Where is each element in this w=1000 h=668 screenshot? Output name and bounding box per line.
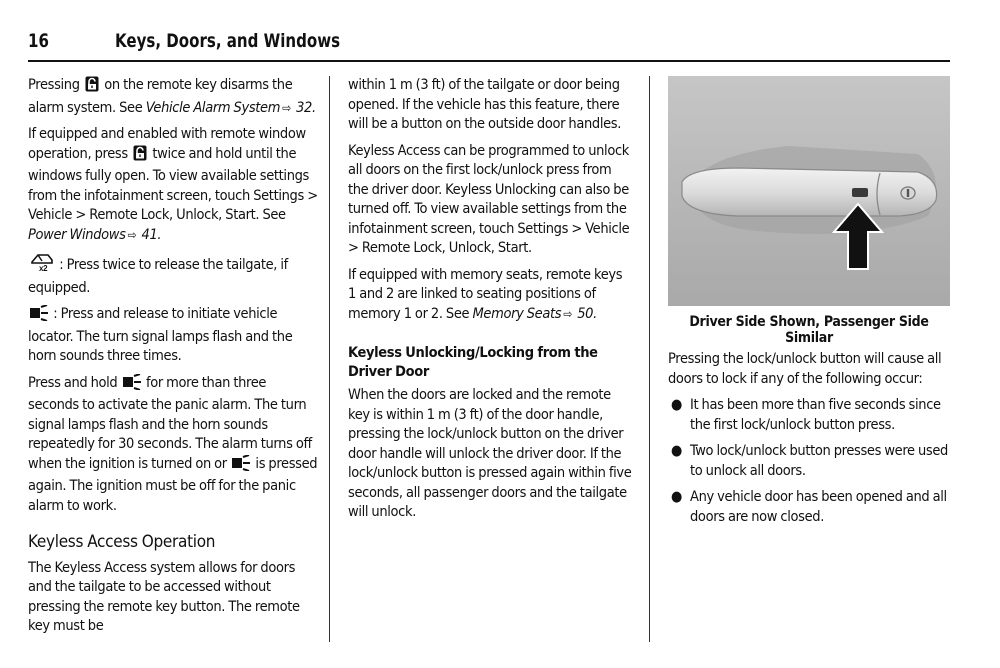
text: : Press and release to initiate vehicle locator. The turn signal lamps flash and the horn sounds three times. (28, 306, 293, 364)
page-header (28, 28, 950, 62)
page-reference-arrow-icon: ⇨ (127, 227, 137, 242)
column-divider (649, 76, 650, 642)
text: on the remote key disarms the alarm system. See (28, 77, 293, 116)
text: Press and hold (28, 374, 118, 391)
paragraph (28, 374, 318, 517)
text: is pressed again. The ignition must be off for the panic alarm to work. (28, 455, 318, 514)
unlock-icon (133, 145, 147, 168)
paragraph: within 1 m (3 ft) of the tailgate or door being opened. If the vehicle has this feature, there will be a button on the outside door handles. (348, 77, 622, 132)
paragraph: The Keyless Access system allows for doors and the tailgate to be accessed without pressing the remote key button. The remote key must be (28, 559, 300, 634)
list-item (668, 442, 953, 481)
page-reference[interactable]: 41. (141, 226, 162, 243)
tailgate-x2-icon (30, 252, 54, 279)
cross-reference-link[interactable]: Memory Seats (472, 305, 562, 322)
vehicle-locator-icon (30, 305, 48, 328)
page-reference-arrow-icon: ⇨ (563, 306, 572, 321)
svg-text:x2: x2 (39, 264, 48, 272)
section-heading: Keyless Access Operation (28, 532, 216, 552)
bullet-icon: ● (671, 489, 683, 505)
bullet-icon: ● (671, 397, 683, 413)
subsection-heading: Keyless Unlocking/Locking from the Driver Door (348, 345, 598, 380)
column-1 (28, 76, 318, 644)
column-2 (348, 76, 633, 530)
text: Pressing (28, 77, 80, 93)
figure-caption: Driver Side Shown, Passenger Side Similar (689, 314, 929, 346)
text: Two lock/unlock button presses were used to unlock all doors. (690, 443, 948, 479)
paragraph: When the doors are locked and the remote key is within 1 m (3 ft) of the door handle, pressing the lock/unlock button on the driver door handle will unlock the driver door. If the lock/unlock button is pressed again within five seconds, all passenger doors and the tailgate will unlock. (348, 387, 632, 520)
page-reference[interactable]: 32. (296, 99, 316, 116)
text: It has been more than five seconds since the first lock/unlock button press. (690, 397, 941, 433)
list-item (668, 488, 953, 527)
column-3 (668, 350, 953, 534)
paragraph (28, 305, 318, 367)
vehicle-locator-icon (123, 374, 141, 397)
vehicle-locator-icon (232, 455, 250, 478)
cross-reference-link[interactable]: Vehicle Alarm System (145, 99, 281, 116)
text: If equipped and enabled with remote window operation, press (28, 126, 306, 162)
page-reference-arrow-icon: ⇨ (282, 100, 291, 115)
paragraph (348, 266, 633, 325)
door-handle-figure (668, 76, 950, 306)
paragraph (28, 76, 318, 118)
page-number: 16 (28, 30, 49, 52)
text: for more than three seconds to activate the panic alarm. The turn signal lamps flash and the horn sounds repeatedly for 30 seconds. The alarm turns off when the ignition is turned on or (28, 374, 312, 472)
paragraph: Pressing the lock/unlock button will cause all doors to lock if any of the following occur: (668, 351, 942, 387)
text: : Press twice to release the tailgate, if equipped. (28, 257, 288, 296)
paragraph (28, 125, 318, 245)
page-reference[interactable]: 50. (577, 305, 597, 322)
bullet-list (668, 396, 953, 527)
door-handle-illustration (668, 76, 950, 306)
unlock-icon (85, 76, 99, 99)
cross-reference-link[interactable]: Power Windows (28, 226, 126, 243)
text: twice and hold until the windows fully open. To view available settings from the infotainment screen, touch Settings > Vehicle > Remote Lock, Unlock, Start. See (28, 145, 318, 223)
list-item (668, 396, 953, 435)
paragraph: Keyless Access can be programmed to unlock all doors on the first lock/unlock press from the driver door. Keyless Unlocking can also be turned off. To view available settings from the infotainment screen, touch Settings > Vehicle > Remote Lock, Unlock, Start. (348, 142, 630, 256)
text: If equipped with memory seats, remote keys 1 and 2 are linked to seating positions of memory 1 or 2. See (348, 266, 623, 322)
chapter-title: Keys, Doors, and Windows (115, 30, 341, 52)
bullet-icon: ● (671, 443, 683, 459)
paragraph (28, 252, 318, 298)
column-divider (329, 76, 330, 642)
text: Any vehicle door has been opened and all doors are now closed. (690, 489, 947, 525)
